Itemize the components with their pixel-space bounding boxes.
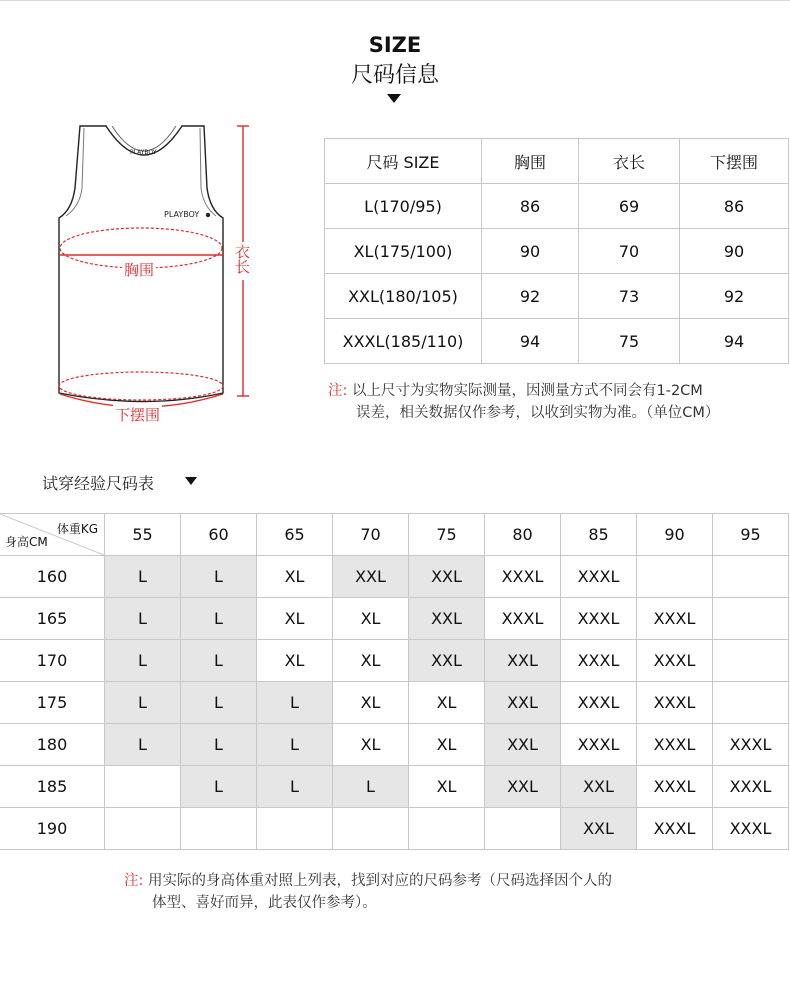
table-cell: 75 [579, 319, 680, 364]
size-cell: XXXL [637, 640, 713, 682]
chest-label: 胸围 [124, 261, 155, 279]
note-line-1: 用实际的身高体重对照上列表，找到对应的尺码参考（尺码选择因个人的 [148, 873, 612, 889]
size-cell [713, 598, 789, 640]
table-row [0, 640, 789, 682]
size-cell: XXL [561, 808, 637, 850]
caret-down-icon [387, 94, 401, 103]
size-cell: XXL [485, 682, 561, 724]
size-header-chest: 胸围 [482, 139, 579, 184]
size-cell: L [105, 556, 181, 598]
size-cell: XL [409, 724, 485, 766]
fit-table [0, 513, 789, 850]
table-cell: 86 [680, 184, 789, 229]
size-cell [713, 682, 789, 724]
size-cell: XXXL [561, 598, 637, 640]
table-cell: 92 [482, 274, 579, 319]
fit-table-title: 试穿经验尺码表 [42, 474, 155, 493]
fit-table-header [0, 514, 789, 556]
tank-top-diagram [40, 118, 270, 432]
size-cell: XXXL [637, 598, 713, 640]
size-cell: XL [333, 682, 409, 724]
size-cell: L [181, 682, 257, 724]
weight-header: 70 [333, 514, 409, 556]
brand-neck-label: PLAYBOY [130, 149, 157, 156]
height-header: 180 [0, 724, 105, 766]
size-cell: XL [257, 640, 333, 682]
size-cell: XXXL [637, 682, 713, 724]
size-cell: L [181, 640, 257, 682]
weight-header: 90 [637, 514, 713, 556]
table-row [0, 598, 789, 640]
size-cell: XXL [409, 640, 485, 682]
table-cell: 90 [482, 229, 579, 274]
size-header-hem: 下摆围 [680, 139, 789, 184]
size-cell [409, 808, 485, 850]
top-divider [0, 0, 790, 1]
size-cell: XL [409, 766, 485, 808]
weight-header: 95 [713, 514, 789, 556]
table-cell: 73 [579, 274, 680, 319]
size-header-length: 衣长 [579, 139, 680, 184]
note-line-2: 体型、喜好而异，此表仅作参考）。 [152, 895, 377, 911]
table-cell: XXL(180/105) [325, 274, 482, 319]
size-cell: L [105, 640, 181, 682]
fit-note [124, 870, 612, 914]
size-cell: L [105, 598, 181, 640]
size-cell [105, 808, 181, 850]
table-row [0, 808, 789, 850]
size-cell: L [105, 724, 181, 766]
size-cell: L [181, 556, 257, 598]
size-cell: XL [333, 640, 409, 682]
size-cell: XXXL [713, 766, 789, 808]
size-cell: XXL [409, 556, 485, 598]
size-cell: XXXL [637, 724, 713, 766]
table-cell: 92 [680, 274, 789, 319]
size-cell: XL [333, 598, 409, 640]
weight-header: 65 [257, 514, 333, 556]
size-cell: XXXL [713, 724, 789, 766]
size-table [324, 138, 789, 364]
size-cell: XL [409, 682, 485, 724]
size-cell: L [105, 682, 181, 724]
size-cell: XXL [333, 556, 409, 598]
size-cell: XXXL [713, 808, 789, 850]
page-title-en: SIZE [368, 33, 422, 57]
size-cell [181, 808, 257, 850]
measurement-note [328, 380, 719, 424]
note-line-2: 误差，相关数据仅作参考，以收到实物为准。（单位CM） [356, 405, 720, 421]
table-cell: L(170/95) [325, 184, 482, 229]
table-cell: 90 [680, 229, 789, 274]
table-row [325, 319, 789, 364]
size-cell [105, 766, 181, 808]
weight-header: 80 [485, 514, 561, 556]
size-cell: L [181, 766, 257, 808]
height-header: 175 [0, 682, 105, 724]
size-cell: L [257, 724, 333, 766]
table-cell: 94 [680, 319, 789, 364]
table-row [0, 556, 789, 598]
table-cell: XXXL(185/110) [325, 319, 482, 364]
table-cell: 69 [579, 184, 680, 229]
note-key: 注: [124, 873, 144, 889]
weight-header: 85 [561, 514, 637, 556]
size-cell: XXL [485, 640, 561, 682]
size-cell: XXXL [561, 682, 637, 724]
note-line-1: 以上尺寸为实物实际测量，因测量方式不同会有1-2CM [352, 383, 703, 399]
size-cell: L [257, 766, 333, 808]
size-cell: XXXL [561, 556, 637, 598]
height-axis-label: 身高CM [5, 535, 48, 549]
table-row [0, 724, 789, 766]
size-cell [485, 808, 561, 850]
caret-down-icon [185, 477, 197, 485]
height-header: 160 [0, 556, 105, 598]
table-cell: 94 [482, 319, 579, 364]
size-cell: XXXL [637, 766, 713, 808]
length-label [233, 242, 249, 280]
height-header: 185 [0, 766, 105, 808]
table-row [0, 766, 789, 808]
size-cell: XL [257, 556, 333, 598]
size-header-size: 尺码 SIZE [325, 139, 482, 184]
size-cell: XXL [485, 724, 561, 766]
size-cell: L [181, 724, 257, 766]
weight-header: 75 [409, 514, 485, 556]
size-cell: XXXL [561, 640, 637, 682]
table-row [325, 274, 789, 319]
size-cell: XXXL [485, 598, 561, 640]
size-cell: L [181, 598, 257, 640]
table-row [325, 229, 789, 274]
table-cell: 86 [482, 184, 579, 229]
size-cell: XXL [561, 766, 637, 808]
size-cell [713, 640, 789, 682]
brand-chest-logo: PLAYBOY [164, 210, 200, 219]
weight-axis-label: 体重KG [56, 522, 98, 536]
size-cell: XXL [485, 766, 561, 808]
length-label-text: 衣长 [233, 244, 251, 274]
size-cell: XXXL [637, 808, 713, 850]
note-key: 注: [328, 383, 348, 399]
height-header: 170 [0, 640, 105, 682]
size-cell: XXL [409, 598, 485, 640]
table-cell: XL(175/100) [325, 229, 482, 274]
size-cell: L [333, 766, 409, 808]
height-header: 190 [0, 808, 105, 850]
size-cell: XXXL [561, 724, 637, 766]
size-cell: XL [333, 724, 409, 766]
weight-header: 60 [181, 514, 257, 556]
hem-label: 下摆围 [115, 406, 161, 424]
size-cell: XXXL [485, 556, 561, 598]
size-cell [637, 556, 713, 598]
size-cell: XL [257, 598, 333, 640]
size-cell [713, 556, 789, 598]
table-cell: 70 [579, 229, 680, 274]
size-table-header [325, 139, 789, 184]
size-cell [257, 808, 333, 850]
size-cell: L [257, 682, 333, 724]
size-cell [333, 808, 409, 850]
corner-cell [0, 514, 105, 556]
table-row [0, 682, 789, 724]
weight-header: 55 [105, 514, 181, 556]
height-header: 165 [0, 598, 105, 640]
table-row [325, 184, 789, 229]
page-title-cn: 尺码信息 [350, 63, 439, 88]
